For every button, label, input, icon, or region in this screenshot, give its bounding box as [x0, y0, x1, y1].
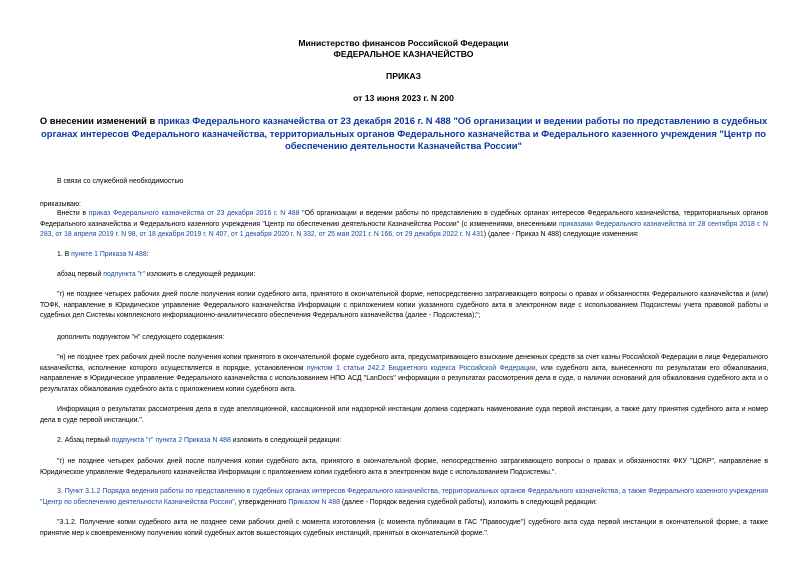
text-run: "н) не позднее трех рабочих дней после получения копии принятого в окончательной форме судебного акта, предусматривающего взыскание денежных средств за счет казны Российской Федерации в лице Федерального казначейства, исполнение которого осуществляется в порядке, установленном	[40, 354, 768, 372]
text-run: "Об организации и ведении работы по представлению в судебных органах интересов Федерального казначейства, территориальных органов Федерального казначейства и Федерального казенного учреждения "Центр по обеспечению деятельности Казначейства России" (с изменениями, внесенными	[40, 210, 768, 228]
text-run: 1. В	[57, 251, 72, 258]
text-run: ) (далее - Приказ N 488) следующие изменения:	[483, 231, 639, 238]
text-run: , утвержденного	[234, 498, 289, 506]
agency-name: ФЕДЕРАЛЬНОЕ КАЗНАЧЕЙСТВО	[333, 49, 474, 59]
document-type: ПРИКАЗ	[386, 71, 421, 81]
text-run: изложить в следующей редакции:	[145, 271, 256, 278]
text-run: 2. Абзац первый	[57, 437, 112, 444]
paragraph-new-g-fku: "г) не позднее четырех рабочих дней после получения копии судебного акта, принятого в окончательной форме, непосредственно затрагивающего вопросы о правах и обязанностях ФКУ "ЦОКР", направление в Юридическое управление Федерального казначейства Информации с приложением копии судебного акта в электронном виде с использованием Подсистемы.".	[40, 458, 768, 476]
paragraph-appeal-info: Информация о результатах рассмотрения дела в суде апелляционной, кассационной или надзорной инстанции должна содержать наименование суда первой инстанции, а также дату принятия судебного акта и номер дела в суде первой инстанции.".	[40, 406, 768, 424]
paragraph-item-3	[40, 487, 768, 508]
title-order-link[interactable]: приказ Федерального казначейства от 23 декабря 2016 г. N 488 "Об организации и ведении работы по представлению в судебных органах интересов Федерального казначейства, территориальных органов Федерального казначейства и Федерального казенного учреждения "Центр по обеспечению деятельности Казначейства России"	[40, 115, 768, 151]
paragraph-reason: В связи со служебной необходимостью	[57, 178, 184, 185]
paragraph-amend-intro	[40, 209, 768, 241]
document-date-number: от 13 июня 2023 г. N 200	[353, 93, 454, 103]
paragraph-item-2	[57, 436, 768, 447]
link-order-488[interactable]: приказ Федерального казначейства от 23 декабря 2016 г. N 488	[88, 210, 300, 217]
paragraph-order-verb: приказываю:	[40, 201, 81, 208]
paragraph-item-1	[57, 250, 768, 261]
link-item-2-g[interactable]: подпункта "г" пункта 2 Приказа N 488	[111, 437, 231, 444]
paragraph-new-g-text: "г) не позднее четырех рабочих дней после получения копии судебного акта, принятого в окончательной форме, непосредственно затрагивающего вопросы о правах и обязанностях Федерального казначейства и (или) ТОФК, направление в Юридическое управление Федерального казначейства Информации с приложением копии указанного судебного акта в электронном виде с использованием Подсистемы учета правовой работы и судебных дел Системы комплексного информационно-аналитического обеспечения Федерального казначейства (далее - Подсистема);";	[40, 291, 768, 319]
ministry-name: Министерство финансов Российской Федерации	[298, 38, 509, 48]
paragraph-new-n-text	[40, 353, 768, 395]
title-lead: О внесении изменений в	[39, 115, 158, 126]
paragraph-new-3-1-2: "3.1.2. Получение копии судебного акта не позднее семи рабочих дней с момента изготовления (с момента публикации в ГАС "Правосудие") судебного акта суда первой инстанции в окончательной форме, а также принятие мер к своевременному получению копий судебных актов вышестоящих судебных инстанций, принятых в окончательной форме.".	[40, 519, 768, 537]
text-run: (далее - Порядок ведения судебной работы), изложить в следующей редакции:	[339, 498, 597, 506]
paragraph-subitem-g	[57, 270, 768, 281]
link-subitem-g[interactable]: подпункта "г"	[103, 271, 146, 278]
link-amending-orders[interactable]: приказами Федерального казначейства от 28 сентября 2018 г. N 283, от 18 апреля 2019 г. N 98, от 18 декабря 2019 г. N 407, от 1 декабря 2020 г. N 332, от 25 мая 2021 г. N 166, от 29 декабря 2022 г. N 431	[40, 220, 768, 238]
link-item-1[interactable]: пункте 1 Приказа N 488	[71, 251, 147, 258]
link-procedure-3-1-2[interactable]: 3. Пункт 3.1.2 Порядка ведения работы по представлению в судебных органах интересов Федерального казначейства, территориальных органов Федерального казначейства, а также Федерального казенного учреждения "Центр по обеспечению деятельности Казначейства России"	[40, 488, 768, 506]
text-run: изложить в следующей редакции:	[230, 437, 342, 444]
text-run: Внести в	[57, 210, 89, 217]
text-run: :	[146, 251, 149, 258]
document-title	[36, 115, 771, 153]
text-run: , или судебного акта, вынесенного по результатам его обжалования, направление в Юридическое управление Федерального казначейства с использованием НПО АСД "LanDocs" информации о результатах рассмотрения дела в суде, о наличии оснований для обжалования судебного акта и о результатах обжалования судебного акта с приложением копии судебного акта.	[40, 364, 768, 393]
link-order-488-short[interactable]: Приказом N 488	[288, 498, 340, 506]
link-budget-code[interactable]: пунктом 1 статьи 242.2 Бюджетного кодекса Российской Федерации	[306, 364, 536, 372]
paragraph-add-n: дополнить подпунктом "н" следующего содержания:	[57, 334, 225, 341]
text-run: абзац первый	[57, 271, 104, 278]
